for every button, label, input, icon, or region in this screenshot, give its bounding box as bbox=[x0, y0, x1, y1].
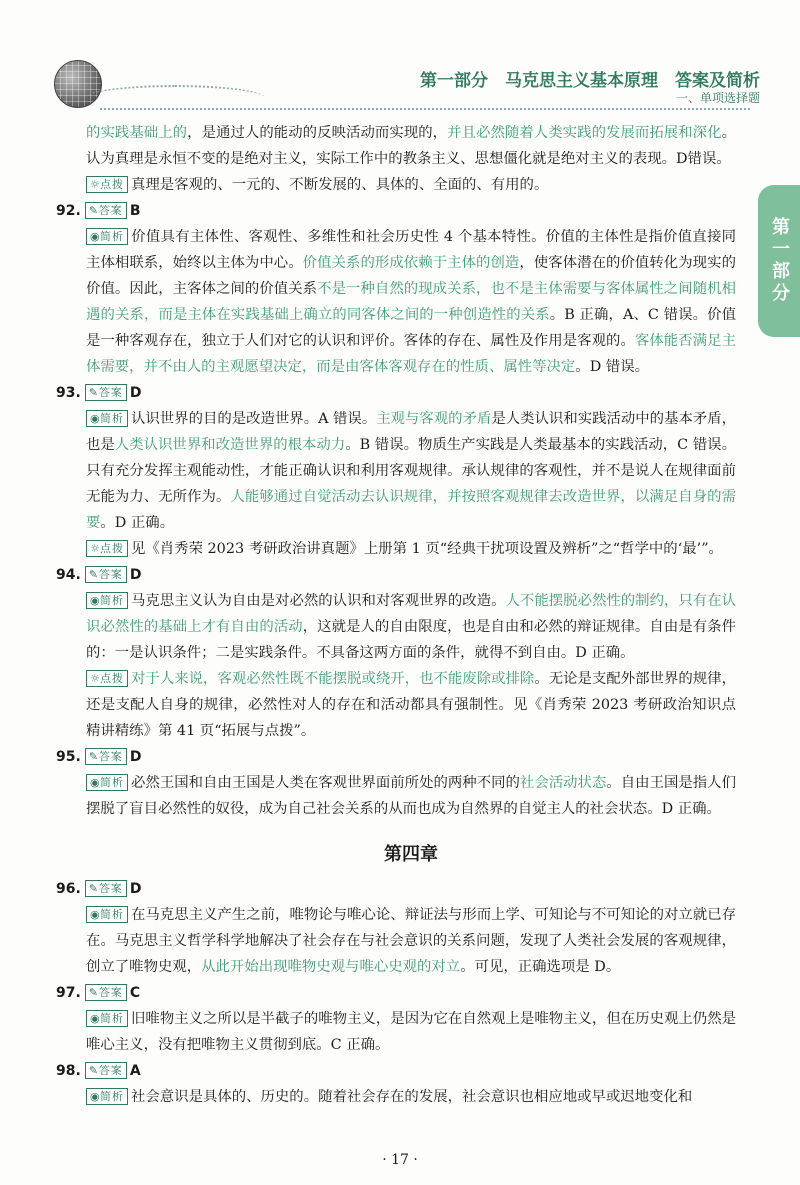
highlight: 社会活动状态 bbox=[519, 775, 607, 791]
text: 旧唯物主义之所以是半截子的唯物主义，是因为它在自然观上是唯物主义，但在历史观上仍然是唯心主义，没有把唯物主义贯彻到底。C 正确。 bbox=[86, 1011, 736, 1053]
highlight: 并且必然随着人类实践的发展而拓展和深化 bbox=[447, 125, 722, 141]
analysis-badge bbox=[86, 1010, 128, 1027]
question-96 bbox=[56, 876, 736, 902]
analysis-badge bbox=[86, 410, 128, 427]
badge-label: 答案 bbox=[98, 386, 123, 399]
pencil-icon: ✎ bbox=[88, 882, 100, 895]
lightbulb-icon: ☼ bbox=[90, 178, 101, 191]
answer-badge bbox=[85, 202, 127, 219]
text: 。D 错误。 bbox=[575, 359, 649, 375]
analysis-97 bbox=[86, 1006, 736, 1058]
text: 。可见，正确选项是 D。 bbox=[460, 959, 621, 975]
text: 。认为真理是永恒不变的是绝对主义，实际工作中的教条主义、思想僵化就是绝对主义的表现。D错误。 bbox=[86, 125, 736, 167]
text: 必然王国和自由王国是人类在客观世界面前所处的两种不同的 bbox=[131, 775, 520, 791]
lightbulb-icon: ☼ bbox=[90, 542, 101, 555]
text: 是人类认识和实践活动中的基本矛盾，也是 bbox=[86, 411, 737, 453]
question-number: 98. bbox=[56, 1063, 81, 1079]
tip-94 bbox=[86, 666, 736, 744]
tip-badge bbox=[86, 176, 128, 193]
answer-badge bbox=[85, 384, 127, 401]
tip-badge bbox=[86, 540, 128, 557]
analysis-badge bbox=[86, 906, 128, 923]
glasses-icon: ◉ bbox=[90, 230, 101, 243]
glasses-icon: ◉ bbox=[90, 412, 101, 425]
highlight: 价值关系的形成依赖于主体的创造 bbox=[302, 255, 520, 271]
text: 价值具有主体性、客观性、多维性和社会历史性 4 个基本特性。价值的主体性是指价值直接同主体相联系，始终以主体为中心。 bbox=[86, 229, 736, 271]
text: ，这就是人的自由限度，也是自由和必然的辩证规律。自由是有条件的：一是认识条件；二是实践条件。不具备这两方面的条件，就得不到自由。D 正确。 bbox=[86, 619, 736, 661]
answer-letter: D bbox=[129, 749, 142, 765]
header-title: 第一部分 马克思主义基本原理 答案及简析 bbox=[420, 71, 760, 91]
text: 马克思主义认为自由是对必然的认识和对客观世界的改造。 bbox=[131, 593, 506, 609]
text: ，是通过人的能动的反映活动而实现的， bbox=[187, 125, 448, 141]
analysis-badge bbox=[86, 592, 128, 609]
badge-label: 点拨 bbox=[100, 542, 124, 555]
side-tab: 第一部分 bbox=[758, 185, 800, 337]
badge-label: 答案 bbox=[98, 204, 123, 217]
pencil-icon: ✎ bbox=[88, 386, 100, 399]
answer-letter: D bbox=[129, 567, 142, 583]
pencil-icon: ✎ bbox=[88, 750, 100, 763]
tip-93 bbox=[86, 536, 736, 562]
highlight: 客体能否满足主体需要，并不由人的主观愿望决定，而是由客体客观存在的性质、属性等决定 bbox=[86, 333, 736, 375]
glasses-icon: ◉ bbox=[90, 1012, 101, 1025]
pencil-icon: ✎ bbox=[88, 1064, 100, 1077]
highlight: 的实践基础上的 bbox=[86, 125, 188, 141]
question-number: 92. bbox=[56, 203, 81, 219]
badge-label: 答案 bbox=[98, 750, 123, 763]
pencil-icon: ✎ bbox=[88, 986, 100, 999]
badge-label: 点拨 bbox=[100, 672, 124, 685]
question-number: 94. bbox=[56, 567, 81, 583]
answer-badge bbox=[85, 880, 127, 897]
answer-badge bbox=[85, 748, 127, 765]
highlight: 人能够通过自觉活动去认识规律，并按照客观规律去改造世界，以满足自身的需要 bbox=[86, 489, 736, 531]
badge-label: 答案 bbox=[98, 1064, 123, 1077]
question-92 bbox=[56, 198, 736, 224]
tip-badge bbox=[86, 670, 128, 687]
question-98 bbox=[56, 1058, 736, 1084]
page-content bbox=[56, 120, 737, 1110]
question-number: 97. bbox=[56, 985, 81, 1001]
lightbulb-icon: ☼ bbox=[90, 672, 101, 685]
analysis-95 bbox=[86, 770, 736, 822]
analysis-93 bbox=[86, 406, 736, 536]
badge-label: 点拨 bbox=[100, 178, 124, 191]
highlight: 从此开始出现唯物史观与唯心史观的对立 bbox=[201, 959, 461, 975]
text: 认识世界的目的是改造世界。A 错误。 bbox=[131, 411, 377, 427]
header-rule bbox=[100, 108, 750, 110]
text: 。自由王国是指人们摆脱了盲目必然性的奴役，成为自己社会关系的从而也成为自然界的自觉主人的社会状态。D 正确。 bbox=[86, 775, 736, 817]
text: 。D 正确。 bbox=[100, 515, 175, 531]
chapter-heading: 第四章 bbox=[384, 844, 438, 865]
badge-label: 答案 bbox=[98, 986, 123, 999]
tip-paragraph bbox=[86, 172, 736, 198]
question-number: 93. bbox=[56, 385, 81, 401]
glasses-icon: ◉ bbox=[90, 1090, 101, 1103]
intro-paragraph bbox=[86, 120, 736, 172]
badge-label: 答案 bbox=[98, 882, 123, 895]
analysis-badge bbox=[86, 774, 128, 791]
badge-label: 简析 bbox=[100, 1012, 124, 1025]
text: 社会意识是具体的、历史的。随着社会存在的发展，社会意识也相应地或早或迟地变化和 bbox=[131, 1089, 693, 1105]
question-94 bbox=[56, 562, 736, 588]
analysis-92 bbox=[86, 224, 736, 380]
glasses-icon: ◉ bbox=[90, 776, 101, 789]
question-97 bbox=[56, 980, 736, 1006]
pencil-icon: ✎ bbox=[88, 204, 100, 217]
analysis-badge bbox=[86, 1088, 128, 1105]
badge-label: 简析 bbox=[100, 908, 124, 921]
glasses-icon: ◉ bbox=[90, 594, 101, 607]
text: 。B 正确，A、C 错误。价值是一种客观存在，独立于人们对它的认识和评价。客体的存在、属性及作用是客观的。 bbox=[86, 307, 736, 349]
text: 见《肖秀荣 2023 考研政治讲真题》上册第 1 页“经典干扰项设置及辨析”之“哲学中的‘最’”。 bbox=[131, 541, 723, 557]
highlight: 对于人来说，客观必然性既不能摆脱或绕开，也不能废除或排除 bbox=[131, 671, 535, 687]
question-95 bbox=[56, 744, 736, 770]
analysis-badge bbox=[86, 228, 128, 245]
answer-letter: C bbox=[129, 985, 141, 1001]
badge-label: 简析 bbox=[100, 594, 124, 607]
badge-label: 简析 bbox=[100, 230, 124, 243]
question-93 bbox=[56, 380, 736, 406]
answer-letter: A bbox=[129, 1063, 141, 1079]
answer-badge bbox=[85, 1062, 127, 1079]
highlight: 人类认识世界和改造世界的根本动力 bbox=[114, 437, 346, 453]
highlight: 主观与客观的矛盾 bbox=[376, 411, 492, 427]
text: 。B 错误。物质生产实践是人类最基本的实践活动，C 错误。只有充分发挥主观能动性，才能正确认识和利用客观规律。承认规律的客观性，并不是说人在规律面前无能为力、无所作为。 bbox=[86, 437, 736, 505]
analysis-96 bbox=[86, 902, 736, 980]
glasses-icon: ◉ bbox=[90, 908, 101, 921]
page-number: · 17 · bbox=[382, 1152, 418, 1168]
badge-label: 简析 bbox=[100, 1090, 124, 1103]
pencil-icon: ✎ bbox=[88, 568, 100, 581]
badge-label: 简析 bbox=[100, 412, 124, 425]
text: 。无论是支配外部世界的规律，还是支配人自身的规律，必然性对人的存在和活动都具有强制性。见《肖秀荣 2023 考研政治知识点精讲精练》第 41 页“拓展与点拨”。 bbox=[86, 671, 736, 739]
badge-label: 答案 bbox=[98, 568, 123, 581]
highlight: 不是一种自然的现成关系，也不是主体需要与客体属性之间随机相遇的关系，而是主体在实践基础上确立的同客体之间的一种创造性的关系 bbox=[86, 281, 736, 323]
text: 真理是客观的、一元的、不断发展的、具体的、全面的、有用的。 bbox=[131, 177, 549, 193]
answer-letter: D bbox=[129, 881, 142, 897]
question-number: 95. bbox=[56, 749, 81, 765]
text: 在马克思主义产生之前，唯物论与唯心论、辩证法与形而上学、可知论与不可知论的对立就已存在。马克思主义哲学科学地解决了社会存在与社会意识的关系问题，发现了人类社会发展的客观规律，创立了唯物史观， bbox=[86, 907, 736, 975]
answer-badge bbox=[85, 984, 127, 1001]
analysis-94 bbox=[86, 588, 736, 666]
analysis-98 bbox=[86, 1084, 736, 1110]
answer-letter: B bbox=[129, 203, 141, 219]
answer-letter: D bbox=[129, 385, 142, 401]
badge-label: 简析 bbox=[100, 776, 124, 789]
text: ，使客体潜在的价值转化为现实的价值。因此，主客体之间的价值关系 bbox=[86, 255, 736, 297]
answer-badge bbox=[85, 566, 127, 583]
question-number: 96. bbox=[56, 881, 81, 897]
header-subtitle: 一、单项选择题 bbox=[675, 91, 760, 105]
highlight: 人不能摆脱必然性的制约，只有在认识必然性的基础上才有自由的活动 bbox=[86, 593, 736, 635]
